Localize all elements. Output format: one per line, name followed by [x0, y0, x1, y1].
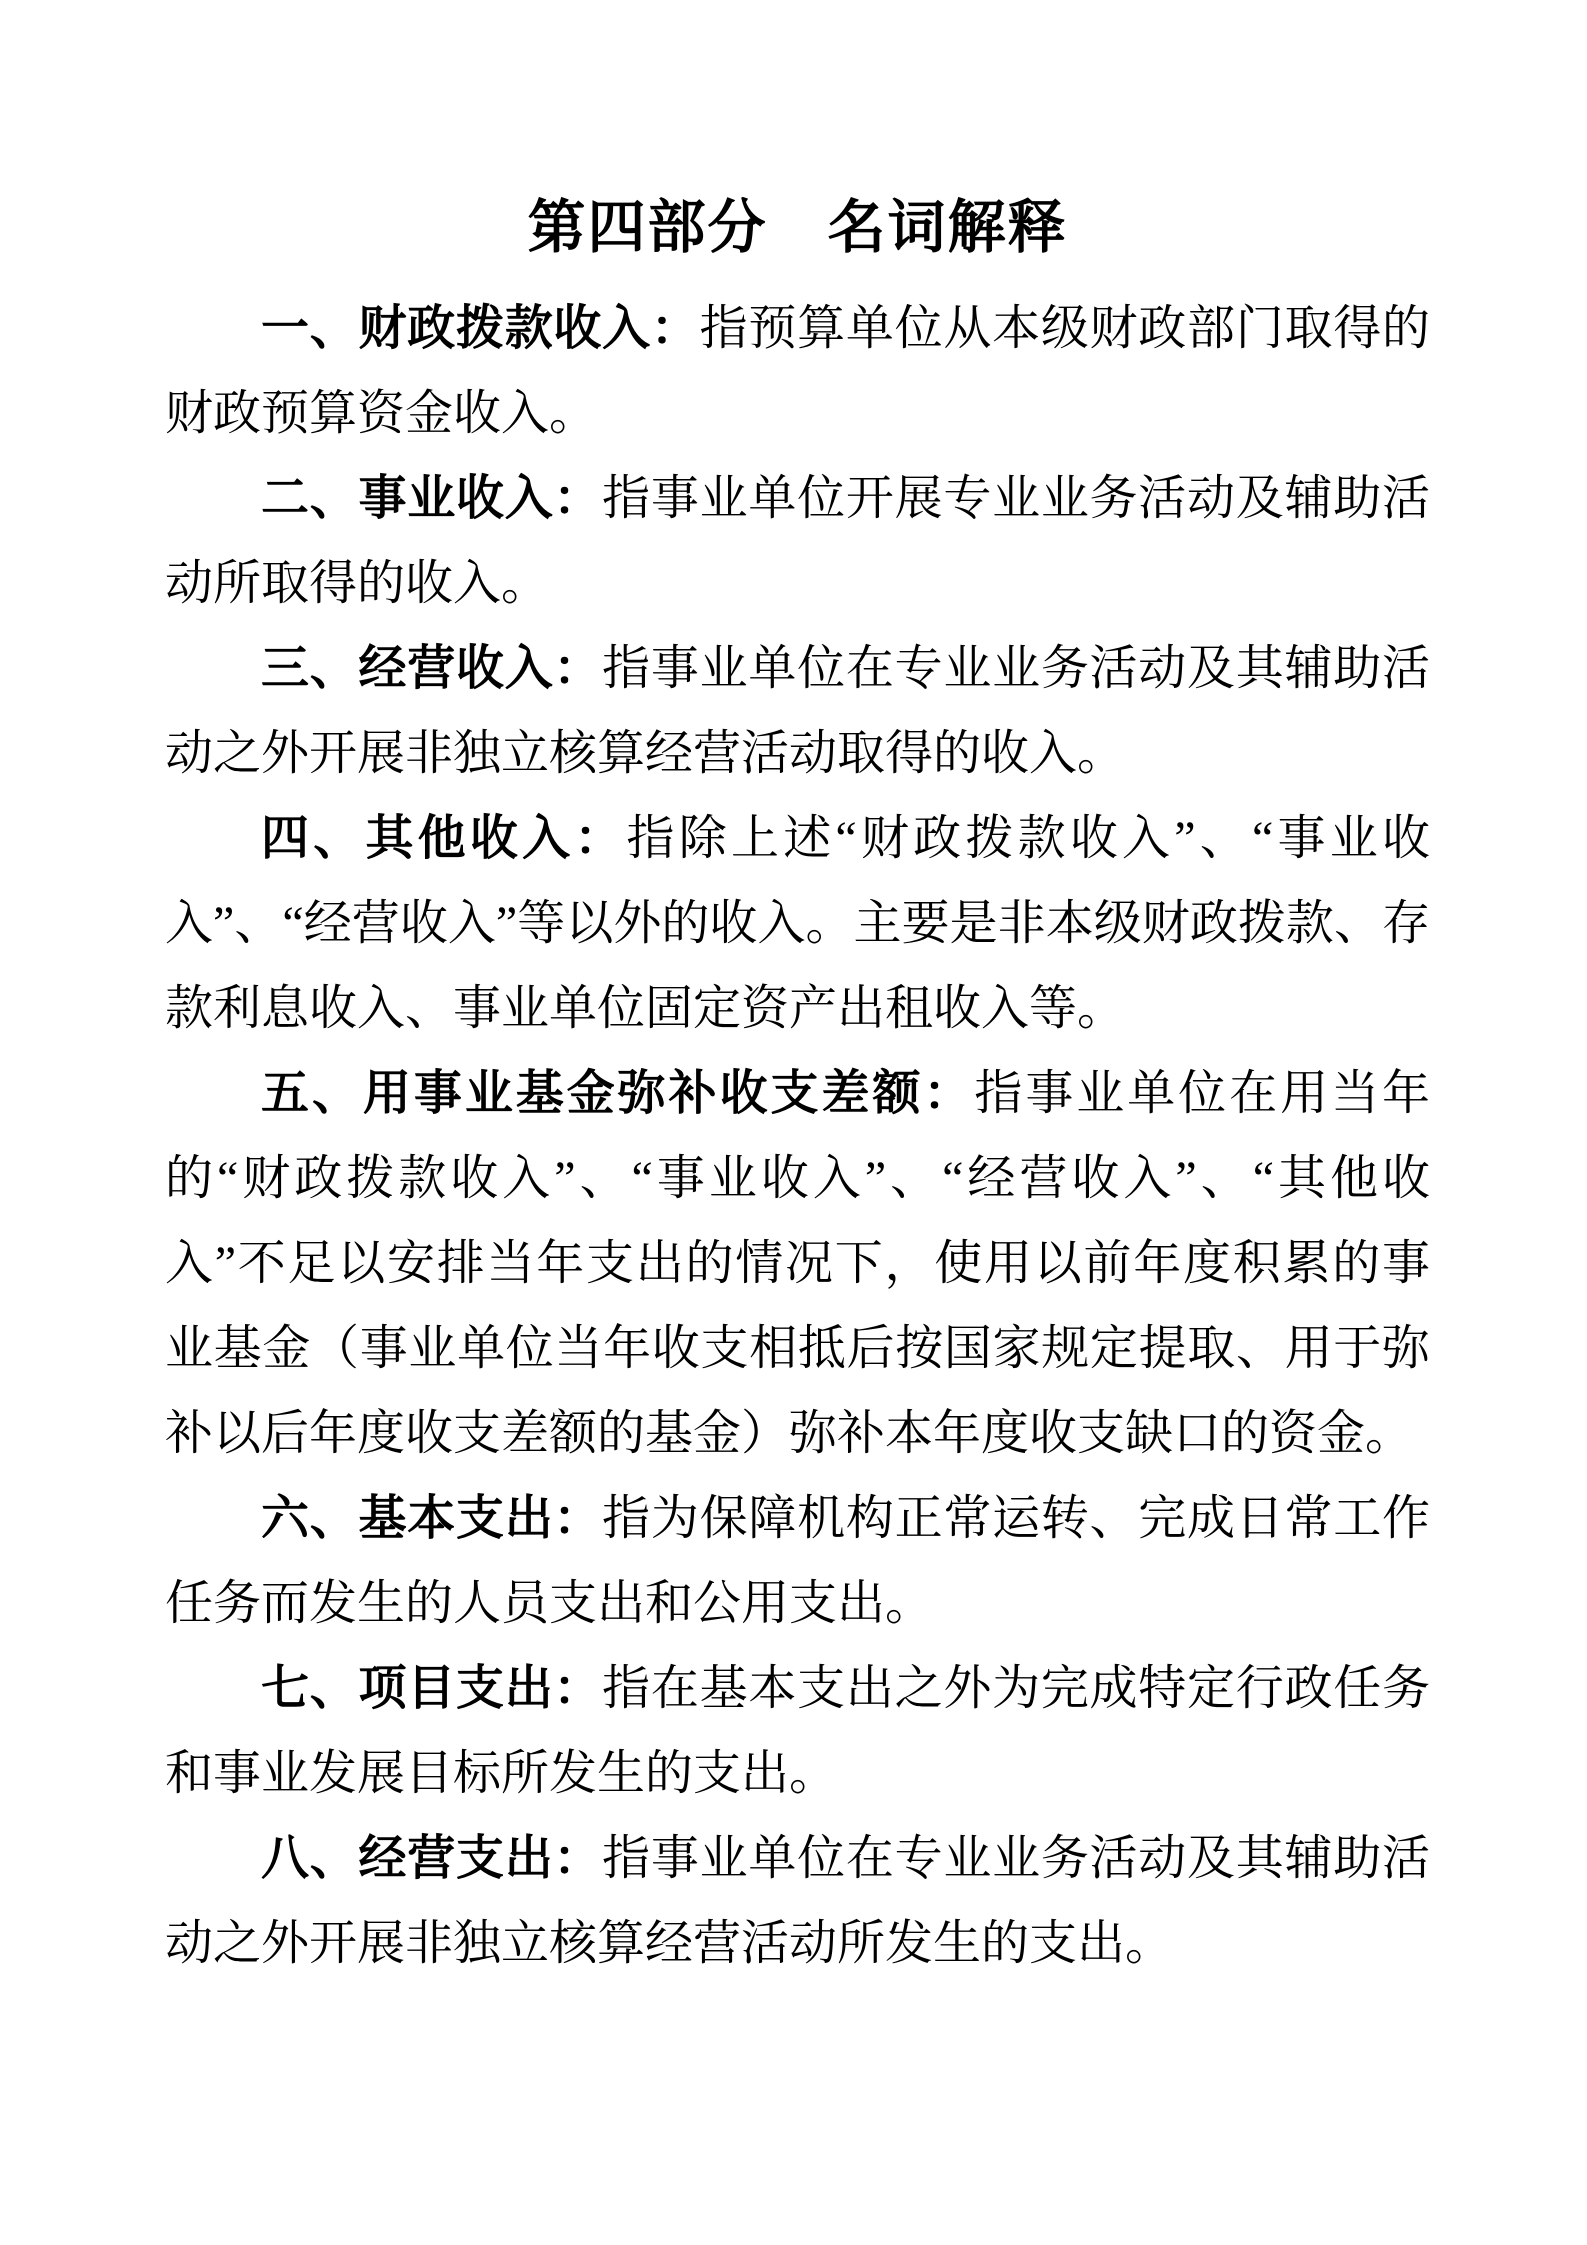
definition-paragraph [165, 1051, 1430, 1476]
definition-term: 六、基本支出： [261, 1492, 603, 1545]
definition-paragraph [165, 286, 1430, 456]
definition-text: 指事业单位在专业业务活动及其辅助活动之外开展非独立核算经营活动取得的收入。 [165, 642, 1430, 780]
definition-text: 指事业单位在专业业务活动及其辅助活动之外开展非独立核算经营活动所发生的支出。 [165, 1832, 1430, 1970]
definition-term: 七、项目支出： [261, 1662, 603, 1715]
definition-text: 指除上述“财政拨款收入”、“事业收入”、“经营收入”等以外的收入。主要是非本级财政拨款、存款利息收入、事业单位固定资产出租收入等。 [165, 812, 1430, 1035]
definition-list [165, 286, 1430, 1986]
definition-term: 三、经营收入： [261, 642, 603, 695]
definition-paragraph [165, 626, 1430, 796]
definition-text: 指在基本支出之外为完成特定行政任务和事业发展目标所发生的支出。 [165, 1662, 1430, 1800]
definition-text: 指事业单位在用当年的“财政拨款收入”、“事业收入”、“经营收入”、“其他收入”不足以安排当年支出的情况下，使用以前年度积累的事业基金（事业单位当年收支相抵后按国家规定提取、用于弥补以后年度收支差额的基金）弥补本年度收支缺口的资金。 [165, 1067, 1430, 1460]
definition-term: 二、事业收入： [261, 472, 603, 525]
definition-term: 一、财政拨款收入： [261, 302, 700, 355]
page-title: 第四部分 名词解释 [527, 195, 1068, 260]
definition-paragraph [165, 456, 1430, 626]
definition-paragraph [165, 796, 1430, 1051]
definition-text: 指事业单位开展专业业务活动及辅助活动所取得的收入。 [165, 472, 1430, 610]
definition-paragraph [165, 1816, 1430, 1986]
definition-text: 指预算单位从本级财政部门取得的财政预算资金收入。 [165, 302, 1430, 440]
definition-term: 八、经营支出： [261, 1832, 603, 1885]
definition-paragraph [165, 1476, 1430, 1646]
definition-paragraph [165, 1646, 1430, 1816]
definition-term: 四、其他收入： [261, 812, 627, 865]
definition-text: 指为保障机构正常运转、完成日常工作任务而发生的人员支出和公用支出。 [165, 1492, 1430, 1630]
definition-term: 五、用事业基金弥补收支差额： [261, 1067, 975, 1120]
